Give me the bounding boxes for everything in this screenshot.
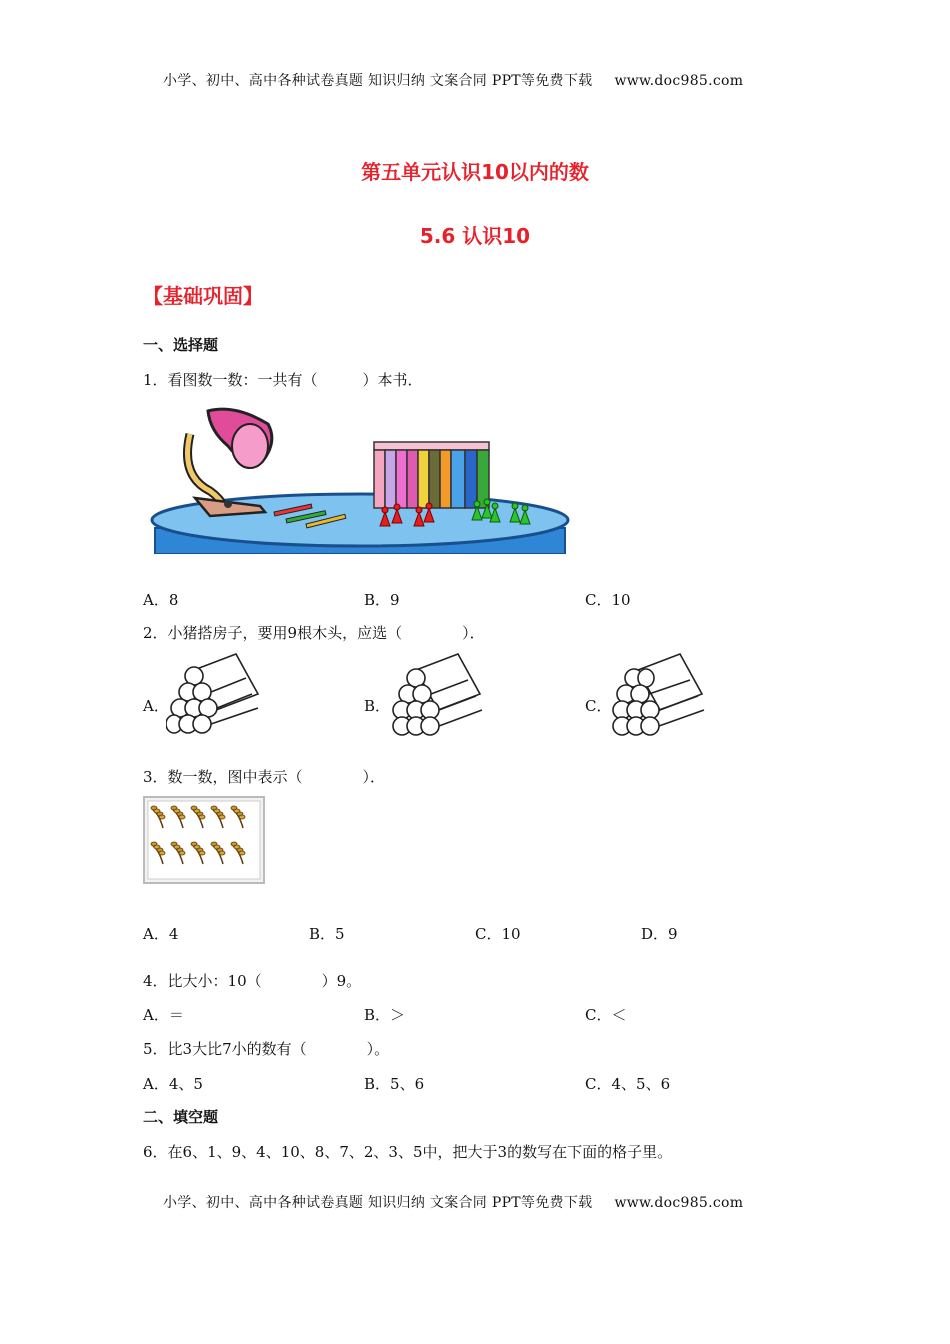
q3-option-b: B．5 <box>309 925 345 943</box>
footer-text: 小学、初中、高中各种试卷真题 知识归纳 文案合同 PPT等免费下载 <box>163 1195 593 1211</box>
page-subtitle: 5.6 认识10 <box>419 224 531 248</box>
q4-option-a: A．＝ <box>143 1006 184 1024</box>
question-1: 1．看图数一数：一共有（ ）本书． <box>143 371 423 389</box>
part-heading-fill: 二、填空题 <box>143 1108 219 1126</box>
question-3: 3．数一数，图中表示（ ）． <box>143 768 386 786</box>
page-title: 第五单元认识10以内的数 <box>361 160 589 184</box>
log-pile-icon <box>166 652 262 736</box>
q1-option-c: C．10 <box>585 591 631 609</box>
header-site: www.doc985.com <box>614 73 744 89</box>
q1-option-a: A．8 <box>143 591 179 609</box>
q3-option-c: C．10 <box>475 925 521 943</box>
q3-option-a: A．4 <box>143 925 179 943</box>
q2-option-b: B． <box>364 697 391 715</box>
q2-option-c: C． <box>585 697 612 715</box>
q2-option-a: A． <box>143 697 169 715</box>
footer-site: www.doc985.com <box>614 1195 744 1211</box>
log-pile-icon <box>388 652 484 736</box>
q4-option-c: C．＜ <box>585 1006 627 1024</box>
question-2: 2．小猪搭房子，要用9根木头，应选（ ）． <box>143 624 485 642</box>
q5-option-a: A．4、5 <box>143 1075 203 1093</box>
log-pile-icon <box>610 652 706 736</box>
wheat-picture <box>143 796 265 884</box>
question-5: 5．比3大比7小的数有（ ）。 <box>143 1040 390 1058</box>
section-heading: 【基础巩固】 <box>143 284 263 308</box>
books-on-desk-illustration <box>150 406 575 554</box>
page-header <box>163 70 743 90</box>
q1-option-b: B．9 <box>364 591 400 609</box>
question-6: 6．在6、1、9、4、10、8、7、2、3、5中，把大于3的数写在下面的格子里。 <box>143 1143 673 1161</box>
q5-option-b: B．5、6 <box>364 1075 425 1093</box>
q4-option-b: B．＞ <box>364 1006 406 1024</box>
q3-option-d: D．9 <box>641 925 678 943</box>
q5-option-c: C．4、5、6 <box>585 1075 671 1093</box>
question-4: 4．比大小：10（ ）9。 <box>143 972 362 990</box>
books-icon <box>374 442 489 508</box>
part-heading-choice: 一、选择题 <box>143 336 219 354</box>
header-text: 小学、初中、高中各种试卷真题 知识归纳 文案合同 PPT等免费下载 <box>163 73 593 89</box>
page-footer <box>163 1192 743 1212</box>
